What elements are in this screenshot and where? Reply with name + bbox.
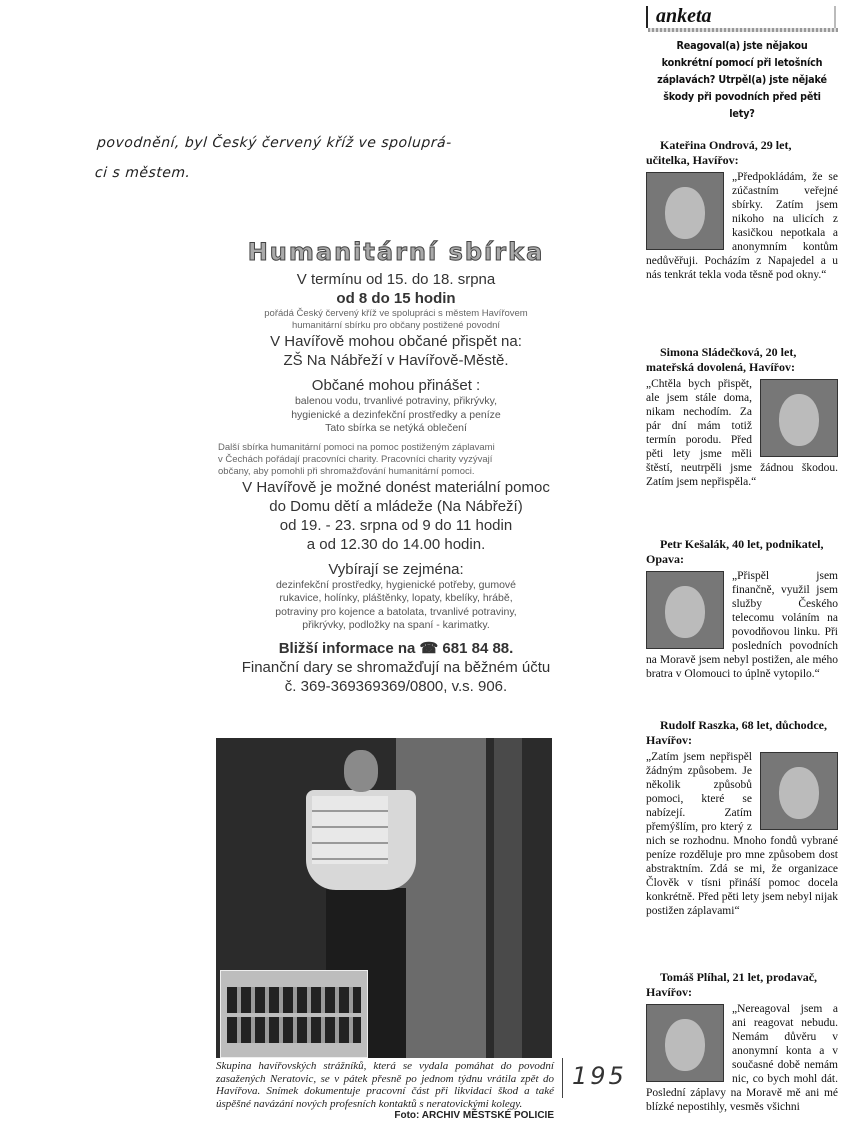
flyer-selected-item: přikrývky, podložky na spaní - karimatky. [302, 619, 490, 631]
flyer-donations-line: Finanční dary se shromažďují na běžném účtu [241, 658, 551, 676]
flyer-material-line: V Havířově je možné donést materiální pomoc [242, 478, 550, 496]
respondent-photo [646, 571, 724, 649]
flyer-hours: od 8 do 15 hodin [336, 290, 456, 307]
flyer-contribute-place: ZŠ Na Nábřeží v Havířově-Městě. [283, 352, 509, 369]
respondent-answer: „Přispěl jsem finančně, využil jsem služby Českého telecomu voláním na povodňovou linku. Při posledních povodních na Moravě jsem nebyl postižen, ale mého bratra v Olomouci to úplně vytopilo.“ [646, 570, 838, 680]
page-number-divider [562, 1058, 563, 1098]
flyer-bring-item: hygienické a dezinfekční prostředky a peníze [291, 408, 501, 421]
humanitarian-flyer [212, 238, 580, 696]
photo-credit: Foto: ARCHIV MĚSTSKÉ POLICIE [394, 1110, 554, 1122]
flyer-contribute-heading: V Havířově mohou občané přispět na: [270, 333, 522, 350]
page-number: 195 [572, 1062, 627, 1090]
handwritten-line: povodnění, byl Český červený kříž ve spoluprá- [96, 135, 453, 151]
respondent-name: Petr Kešalák, 40 let, podnikatel, Opava: [646, 537, 824, 566]
respondent-photo [646, 172, 724, 250]
group-photo-inset [220, 970, 368, 1058]
flyer-bring-item: balenou vodu, trvanlivé potraviny, přikrývky, [294, 395, 498, 407]
anketa-column [646, 6, 838, 129]
respondent-name: Rudolf Raszka, 68 let, důchodce, Havířov: [646, 718, 828, 747]
photo-caption [216, 1060, 554, 1123]
anketa-header [646, 6, 838, 28]
respondent-answer: „Předpokládám, že se zúčastním veřejné sbírky. Zatím jsem nikoho na ulicích z kasičkou nepotkala a anonymním kontům nedůvěřuji. Pocházím z Napajedel a u nás tenkrát tekla voda těsně pod okny.“ [646, 171, 838, 281]
respondent-photo [646, 1004, 724, 1082]
flyer-account-line: č. 369-369369369/0800, v.s. 906. [284, 677, 508, 695]
flyer-date: V termínu od 15. do 18. srpna [296, 271, 496, 288]
response-kesalak [646, 537, 838, 681]
flyer-material-line: do Domu dětí a mládeže (Na Nábřeží) [269, 497, 523, 515]
response-ondrova [646, 138, 838, 282]
anketa-question: Reagoval(a) jste nějakou konkrétní pomocí při letošních záplavách? Utrpěl(a) jste nějaké škody při povodních před pěti lety? [657, 40, 827, 120]
flyer-selected-heading: Vybírají se zejména: [328, 560, 464, 578]
respondent-photo [760, 752, 838, 830]
flyer-organizer-2: humanitární sbírku pro občany postižené povodní [291, 320, 501, 331]
respondent-name: Simona Sládečková, 20 let, mateřská dovolená, Havířov: [646, 345, 797, 374]
flyer-title: Humanitární sbírka [247, 238, 545, 266]
respondent-name: Tomáš Plíhal, 21 let, prodavač, Havířov: [646, 970, 818, 999]
respondent-photo [760, 379, 838, 457]
flyer-bring-heading: Občané mohou přinášet : [311, 377, 481, 394]
flyer-organizer-1: pořádá Český červený kříž ve spolupráci s městem Havířovem [264, 308, 528, 319]
flyer-material-line: od 19. - 23. srpna od 9 do 11 hodin [279, 516, 513, 534]
flyer-selected-item: dezinfekční prostředky, hygienické potřeby, gumové [275, 578, 517, 591]
handwritten-note [94, 128, 608, 188]
respondent-answer: „Chtěla bych přispět, ale jsem stále doma, nikam nechodím. Za pár dní mám totiž termín porodu. Před pěti lety jsme měli štěstí, neutrpěli jsme žádnou škodou. Zatím jsem nepřispěla.“ [646, 378, 838, 488]
respondent-answer: „Nereagoval jsem a ani reagovat nebudu. Nemám důvěru v anonymní konta a v současné době nemám nic, co bych mohl dát. Poslední záplavy na Moravě mě ani mé blízké nepostihly, vesměs všichni [646, 1003, 838, 1113]
flyer-selected-item: rukavice, holínky, pláštěnky, lopaty, kbelíky, hrábě, [279, 592, 513, 604]
flyer-charity-line: v Čechách pořádají pracovníci charity. Pracovníci charity vyzývají [218, 453, 493, 465]
caption-text: Skupina havířovských strážníků, která se vydala pomáhat do povodní zasažených Neratovic, se v pátek přesně po jednom týdnu vrátila zpět do Havířova. Snímek dokumentuje pracovní část při likvidaci škod a také úspěšné navázání nových profesních kontaktů s neratovickými kolegy. [216, 1060, 554, 1110]
response-raszka [646, 718, 838, 918]
flyer-charity-line: občany, aby pomohli při shromažďování humanitární pomoci. [218, 465, 475, 477]
flyer-bring-item: Tato sbírka se netýká oblečení [325, 422, 467, 434]
flyer-selected-item: potraviny pro kojence a batolata, trvanlivé potraviny, [275, 605, 517, 618]
handwritten-line: ci s městem. [94, 165, 192, 181]
anketa-label: anketa [656, 5, 712, 27]
police-photo [216, 738, 552, 1058]
respondent-answer: „Zatím jsem nepřispěl žádným způsobem. Je několik způsobů pomoci, které se nabízejí. Zatím přemýšlím, pro který z nich se rozhodnu. Mnoho fondů vybrané peníze rozděluje pro mne způsobem dost abstraktním. Zdá se mi, že organizace Člověk v tísni přináší pomoc docela konkrétně. Před pěti lety jsem nebyl nijak postižen záplavami“ [646, 751, 838, 917]
flyer-material-line: a od 12.30 do 14.00 hodin. [306, 535, 486, 553]
flyer-charity-line: Další sbírka humanitární pomoci na pomoc postiženým záplavami [218, 441, 495, 453]
respondent-name: Kateřina Ondrová, 29 let, učitelka, Havířov: [646, 138, 792, 167]
response-sladeckova [646, 345, 838, 489]
response-plihal [646, 970, 838, 1114]
flyer-info-line: Bližší informace na ☎ 681 84 88. [278, 639, 514, 657]
